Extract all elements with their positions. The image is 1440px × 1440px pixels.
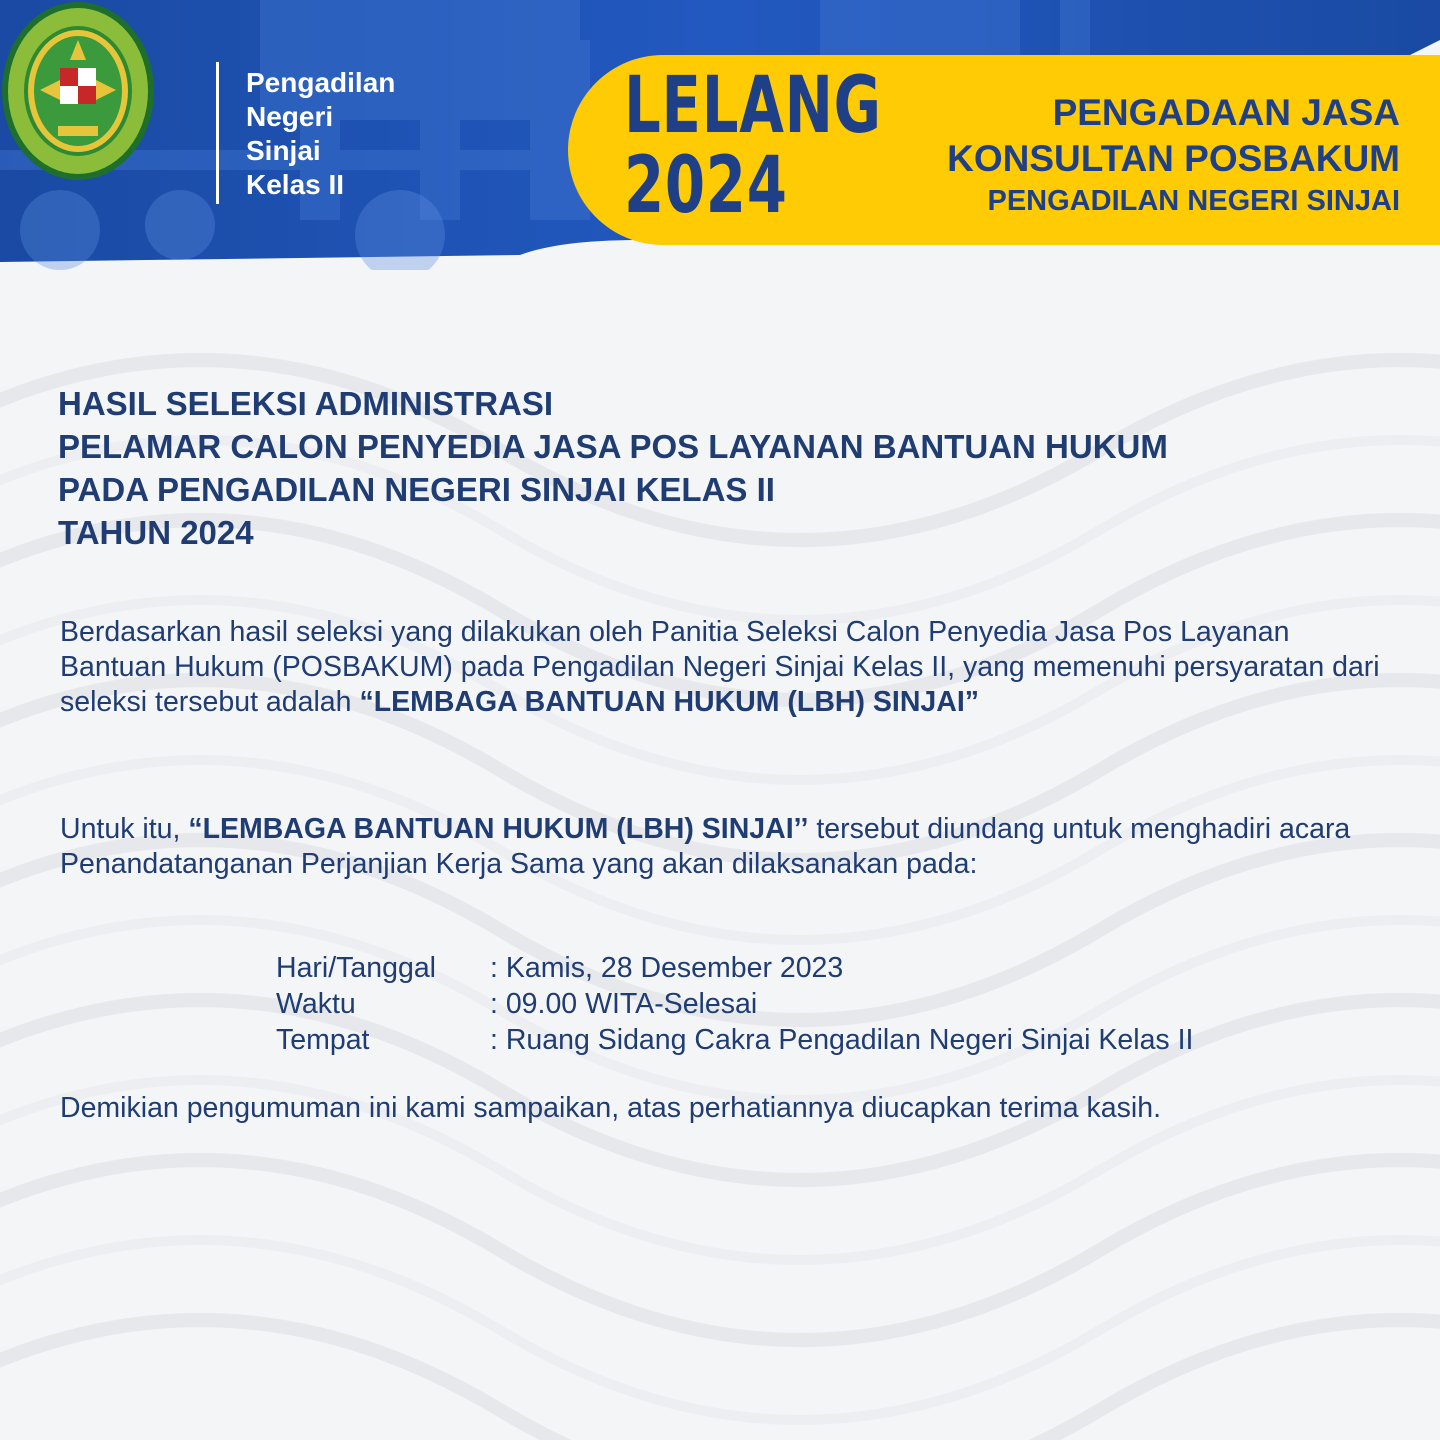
- lelang-year: 2024: [624, 141, 788, 231]
- announcement-title: [58, 382, 1168, 554]
- paragraph-text: Berdasarkan hasil seleksi yang dilakukan oleh Panitia Seleksi Calon Penyedia Jasa Pos Layanan Bantuan Hukum (POSBAKUM) pada Pengadilan Negeri Sinjai Kelas II, yang memenuhi persyaratan dari seleksi tersebut adalah: [60, 616, 1380, 718]
- court-name-line: Pengadilan: [246, 67, 396, 98]
- detail-value: : 09.00 WITA-Selesai: [490, 988, 758, 1020]
- paragraph-selection-result: [60, 615, 1380, 720]
- court-name-line: Sinjai: [246, 135, 321, 166]
- paragraph-prefix: Untuk itu,: [60, 813, 189, 845]
- detail-label: Waktu: [276, 988, 356, 1020]
- title-line: TAHUN 2024: [58, 514, 254, 551]
- lelang-word: LELANG: [624, 61, 882, 151]
- paragraph-invitation: [60, 812, 1380, 882]
- event-details: [276, 950, 1193, 1058]
- banner-line-3: PENGADILAN NEGERI SINJAI: [987, 185, 1400, 217]
- banner-line-2: KONSULTAN POSBAKUM: [947, 138, 1400, 179]
- invited-institution: “LEMBAGA BANTUAN HUKUM (LBH) SINJAI’’: [188, 813, 809, 845]
- detail-label: Tempat: [276, 1024, 370, 1056]
- detail-label: Hari/Tanggal: [276, 952, 437, 984]
- detail-row-time: [276, 986, 1193, 1022]
- detail-value: : Ruang Sidang Cakra Pengadilan Negeri Sinjai Kelas II: [490, 1024, 1194, 1056]
- banner-line-1: PENGADAAN JASA: [1052, 92, 1400, 133]
- detail-row-date: [276, 950, 1193, 986]
- detail-value: : Kamis, 28 Desember 2023: [490, 952, 844, 984]
- detail-row-place: [276, 1022, 1193, 1058]
- title-line: HASIL SELEKSI ADMINISTRASI: [58, 385, 554, 422]
- court-name-line: Negeri: [246, 101, 334, 132]
- paragraph-suffix: tersebut diundang untuk menghadiri acara Penandatanganan Perjanjian Kerja Sama yang akan dilaksanakan pada:: [60, 813, 1351, 880]
- closing-paragraph: Demikian pengumuman ini kami sampaikan, atas perhatiannya diucapkan terima kasih.: [60, 1092, 1161, 1124]
- selected-institution: “LEMBAGA BANTUAN HUKUM (LBH) SINJAI”: [359, 686, 980, 718]
- court-name-line: Kelas II: [246, 169, 345, 200]
- title-line: PELAMAR CALON PENYEDIA JASA POS LAYANAN BANTUAN HUKUM: [58, 428, 1168, 465]
- title-line: PADA PENGADILAN NEGERI SINJAI KELAS II: [58, 471, 775, 508]
